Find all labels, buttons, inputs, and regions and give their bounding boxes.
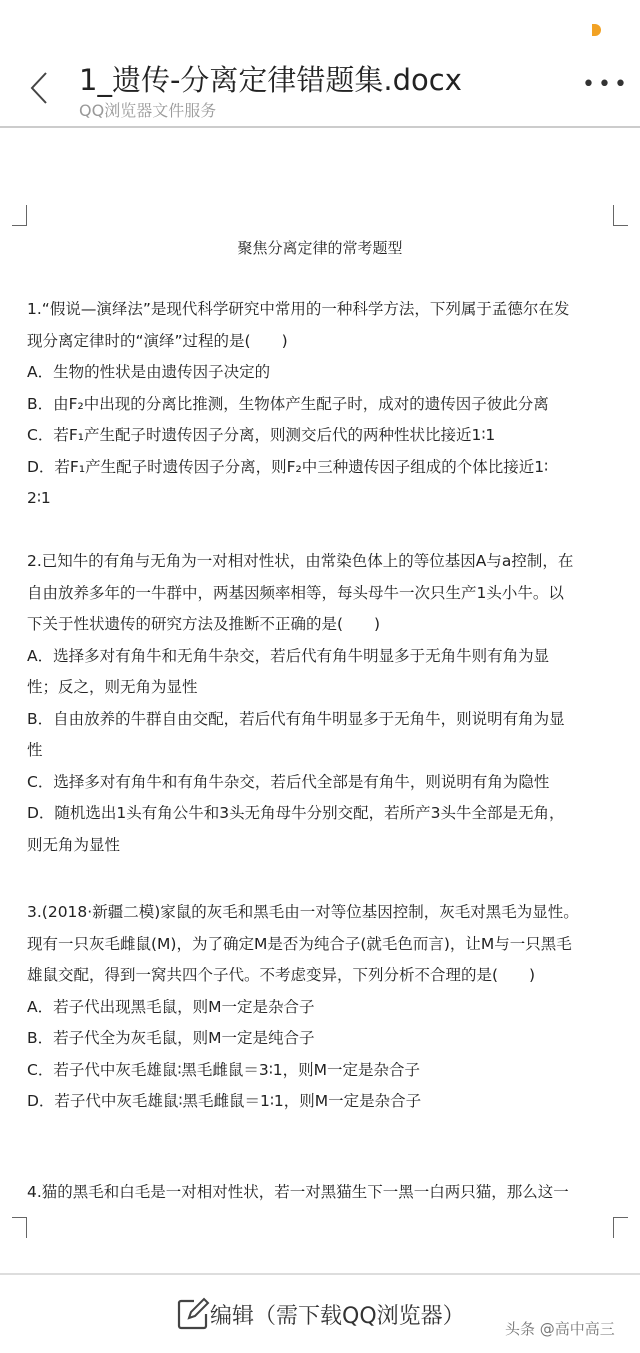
question-line: D．随机选出1头有角公牛和3头无角母牛分别交配，若所产3头牛全部是无角， xyxy=(27,804,565,822)
page-corner-mark xyxy=(613,1217,628,1238)
more-options-icon[interactable]: ••• xyxy=(582,72,630,97)
question-line: 自由放养多年的一牛群中，两基因频率相等，每头母牛一次只生产1头小牛。以 xyxy=(27,583,564,602)
question-4 xyxy=(27,1177,627,1209)
question-line: 性 xyxy=(27,741,43,759)
question-line: 4.猫的黑毛和白毛是一对相对性状，若一对黑猫生下一黑一白两只猫，那么这一 xyxy=(27,1183,569,1201)
question-line: 2.已知牛的有角与无角为一对相对性状，由常染色体上的等位基因A与a控制，在 xyxy=(27,552,574,570)
edit-label: 编辑（需下载QQ浏览器） xyxy=(210,1303,465,1329)
question-1 xyxy=(27,294,627,515)
page-corner-mark xyxy=(12,1217,27,1238)
back-icon[interactable] xyxy=(26,70,56,106)
question-3 xyxy=(27,897,627,1118)
page-corner-mark xyxy=(613,205,628,226)
question-2 xyxy=(27,546,627,861)
service-subtitle: QQ浏览器文件服务 xyxy=(79,101,217,120)
notification-dot xyxy=(592,24,601,36)
question-line: 现有一只灰毛雌鼠(M)，为了确定M是否为纯合子(就毛色而言)，让M与一只黑毛 xyxy=(27,934,572,953)
document-title: 1_遗传-分离定律错题集.docx xyxy=(79,63,462,97)
question-line: B．若子代全为灰毛鼠，则M一定是纯合子 xyxy=(27,1029,315,1047)
question-line: C．若子代中灰毛雄鼠∶黑毛雌鼠＝3∶1，则M一定是杂合子 xyxy=(27,1060,420,1079)
question-line: A．选择多对有角牛和无角牛杂交，若后代有角牛明显多于无角牛则有角为显 xyxy=(27,646,550,665)
document-heading: 聚焦分离定律的常考题型 xyxy=(237,239,403,257)
question-line: A．若子代出现黑毛鼠，则M一定是杂合子 xyxy=(27,997,315,1016)
question-line: A．生物的性状是由遗传因子决定的 xyxy=(27,363,271,381)
question-line: C．选择多对有角牛和有角牛杂交，若后代全部是有角牛，则说明有角为隐性 xyxy=(27,772,550,791)
edit-button[interactable] xyxy=(176,1297,465,1331)
question-line: 雄鼠交配，得到一窝共四个子代。不考虑变异，下列分析不合理的是( ) xyxy=(27,966,536,984)
watermark: 头条 @高中高三 xyxy=(505,1320,615,1338)
app-header xyxy=(0,0,640,128)
question-line: 下关于性状遗传的研究方法及推断不正确的是( ) xyxy=(27,615,381,633)
question-line: 2∶1 xyxy=(27,489,51,507)
question-line: 性；反之，则无角为显性 xyxy=(27,678,198,696)
question-line: B．由F₂中出现的分离比推测，生物体产生配子时，成对的遗传因子彼此分离 xyxy=(27,394,549,413)
page-corner-mark xyxy=(12,205,27,226)
question-line: 则无角为显性 xyxy=(27,835,121,854)
question-line: D．若F₁产生配子时遗传因子分离，则F₂中三种遗传因子组成的个体比接近1∶ xyxy=(27,457,549,476)
question-line: 1.“假说—演绎法”是现代科学研究中常用的一种科学方法，下列属于孟德尔在发 xyxy=(27,300,570,318)
question-line: C．若F₁产生配子时遗传因子分离，则测交后代的两种性状比接近1∶1 xyxy=(27,426,496,444)
question-line: D．若子代中灰毛雄鼠∶黑毛雌鼠＝1∶1，则M一定是杂合子 xyxy=(27,1092,422,1110)
question-line: B．自由放养的牛群自由交配，若后代有角牛明显多于无角牛，则说明有角为显 xyxy=(27,709,565,728)
edit-icon xyxy=(176,1297,210,1331)
question-line: 现分离定律时的“演绎”过程的是( ) xyxy=(27,331,288,350)
bottom-bar xyxy=(0,1273,640,1353)
question-line: 3.(2018·新疆二模)家鼠的灰毛和黑毛由一对等位基因控制，灰毛对黑毛为显性。 xyxy=(27,903,579,921)
